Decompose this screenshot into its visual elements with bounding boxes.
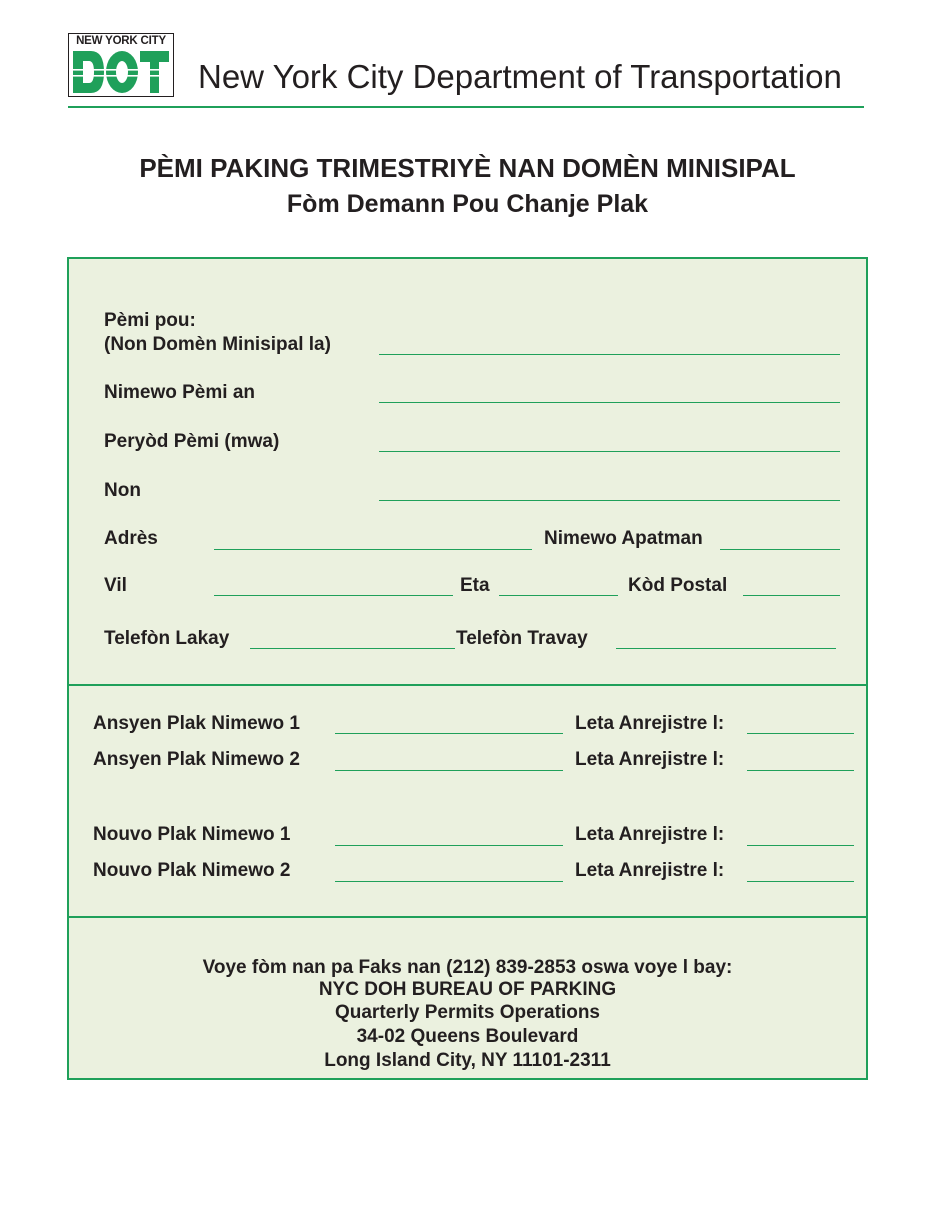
permit-for-field[interactable] [379, 354, 840, 355]
work-phone-label: Telefòn Travay [456, 628, 588, 649]
old-plate-2-state-field[interactable] [747, 770, 854, 771]
new-plate-2-state-field[interactable] [747, 881, 854, 882]
new-plate-2-field[interactable] [335, 881, 563, 882]
name-field[interactable] [379, 500, 840, 501]
state-label: Eta [460, 575, 490, 596]
form-subtitle: Fòm Demann Pou Chanje Plak [286, 190, 649, 218]
nyc-dot-logo [68, 33, 174, 97]
apartment-field[interactable] [720, 549, 840, 550]
permit-period-field[interactable] [379, 451, 840, 452]
state-field[interactable] [499, 595, 618, 596]
bureau-name: NYC DOH BUREAU OF PARKING [318, 979, 617, 1000]
city-field[interactable] [214, 595, 453, 596]
office-name: Quarterly Permits Operations [334, 1002, 601, 1023]
old-plate-2-label: Ansyen Plak Nimewo 2 [93, 749, 300, 770]
section-divider-footer [67, 916, 868, 918]
permit-for-label: Pèmi pou: [104, 310, 196, 331]
permit-number-label: Nimewo Pèmi an [104, 382, 255, 403]
apartment-label: Nimewo Apatman [544, 528, 703, 549]
logo-dot-mark [71, 49, 171, 95]
work-phone-field[interactable] [616, 648, 836, 649]
zip-label: Kòd Postal [628, 575, 728, 596]
permit-period-label: Peryòd Pèmi (mwa) [104, 431, 280, 452]
address-field[interactable] [214, 549, 532, 550]
submission-instructions: Voye fòm nan pa Faks nan (212) 839-2853 oswa voye l bay: [202, 957, 733, 978]
old-plate-1-state-label: Leta Anrejistre l: [575, 713, 725, 734]
permit-for-sublabel: (Non Domèn Minisipal la) [104, 334, 331, 355]
address-label: Adrès [104, 528, 158, 549]
new-plate-2-label: Nouvo Plak Nimewo 2 [93, 860, 291, 881]
zip-field[interactable] [743, 595, 840, 596]
new-plate-2-state-label: Leta Anrejistre l: [575, 860, 725, 881]
city-label: Vil [104, 575, 127, 596]
street-address: 34-02 Queens Boulevard [356, 1026, 579, 1047]
old-plate-2-field[interactable] [335, 770, 563, 771]
city-state-zip: Long Island City, NY 11101-2311 [324, 1050, 611, 1071]
name-label: Non [104, 480, 141, 501]
old-plate-1-label: Ansyen Plak Nimewo 1 [93, 713, 300, 734]
agency-name: New York City Department of Transportation [198, 58, 842, 95]
form-title: PÈMI PAKING TRIMESTRIYÈ NAN DOMÈN MINISIPAL [139, 153, 796, 183]
new-plate-1-label: Nouvo Plak Nimewo 1 [93, 824, 291, 845]
home-phone-field[interactable] [250, 648, 455, 649]
old-plate-2-state-label: Leta Anrejistre l: [575, 749, 725, 770]
new-plate-1-state-label: Leta Anrejistre l: [575, 824, 725, 845]
home-phone-label: Telefòn Lakay [104, 628, 230, 649]
section-divider-plates [67, 684, 868, 686]
old-plate-1-field[interactable] [335, 733, 563, 734]
logo-top-text: NEW YORK CITY [76, 35, 166, 47]
new-plate-1-state-field[interactable] [747, 845, 854, 846]
header-rule [68, 106, 864, 108]
new-plate-1-field[interactable] [335, 845, 563, 846]
permit-number-field[interactable] [379, 402, 840, 403]
old-plate-1-state-field[interactable] [747, 733, 854, 734]
